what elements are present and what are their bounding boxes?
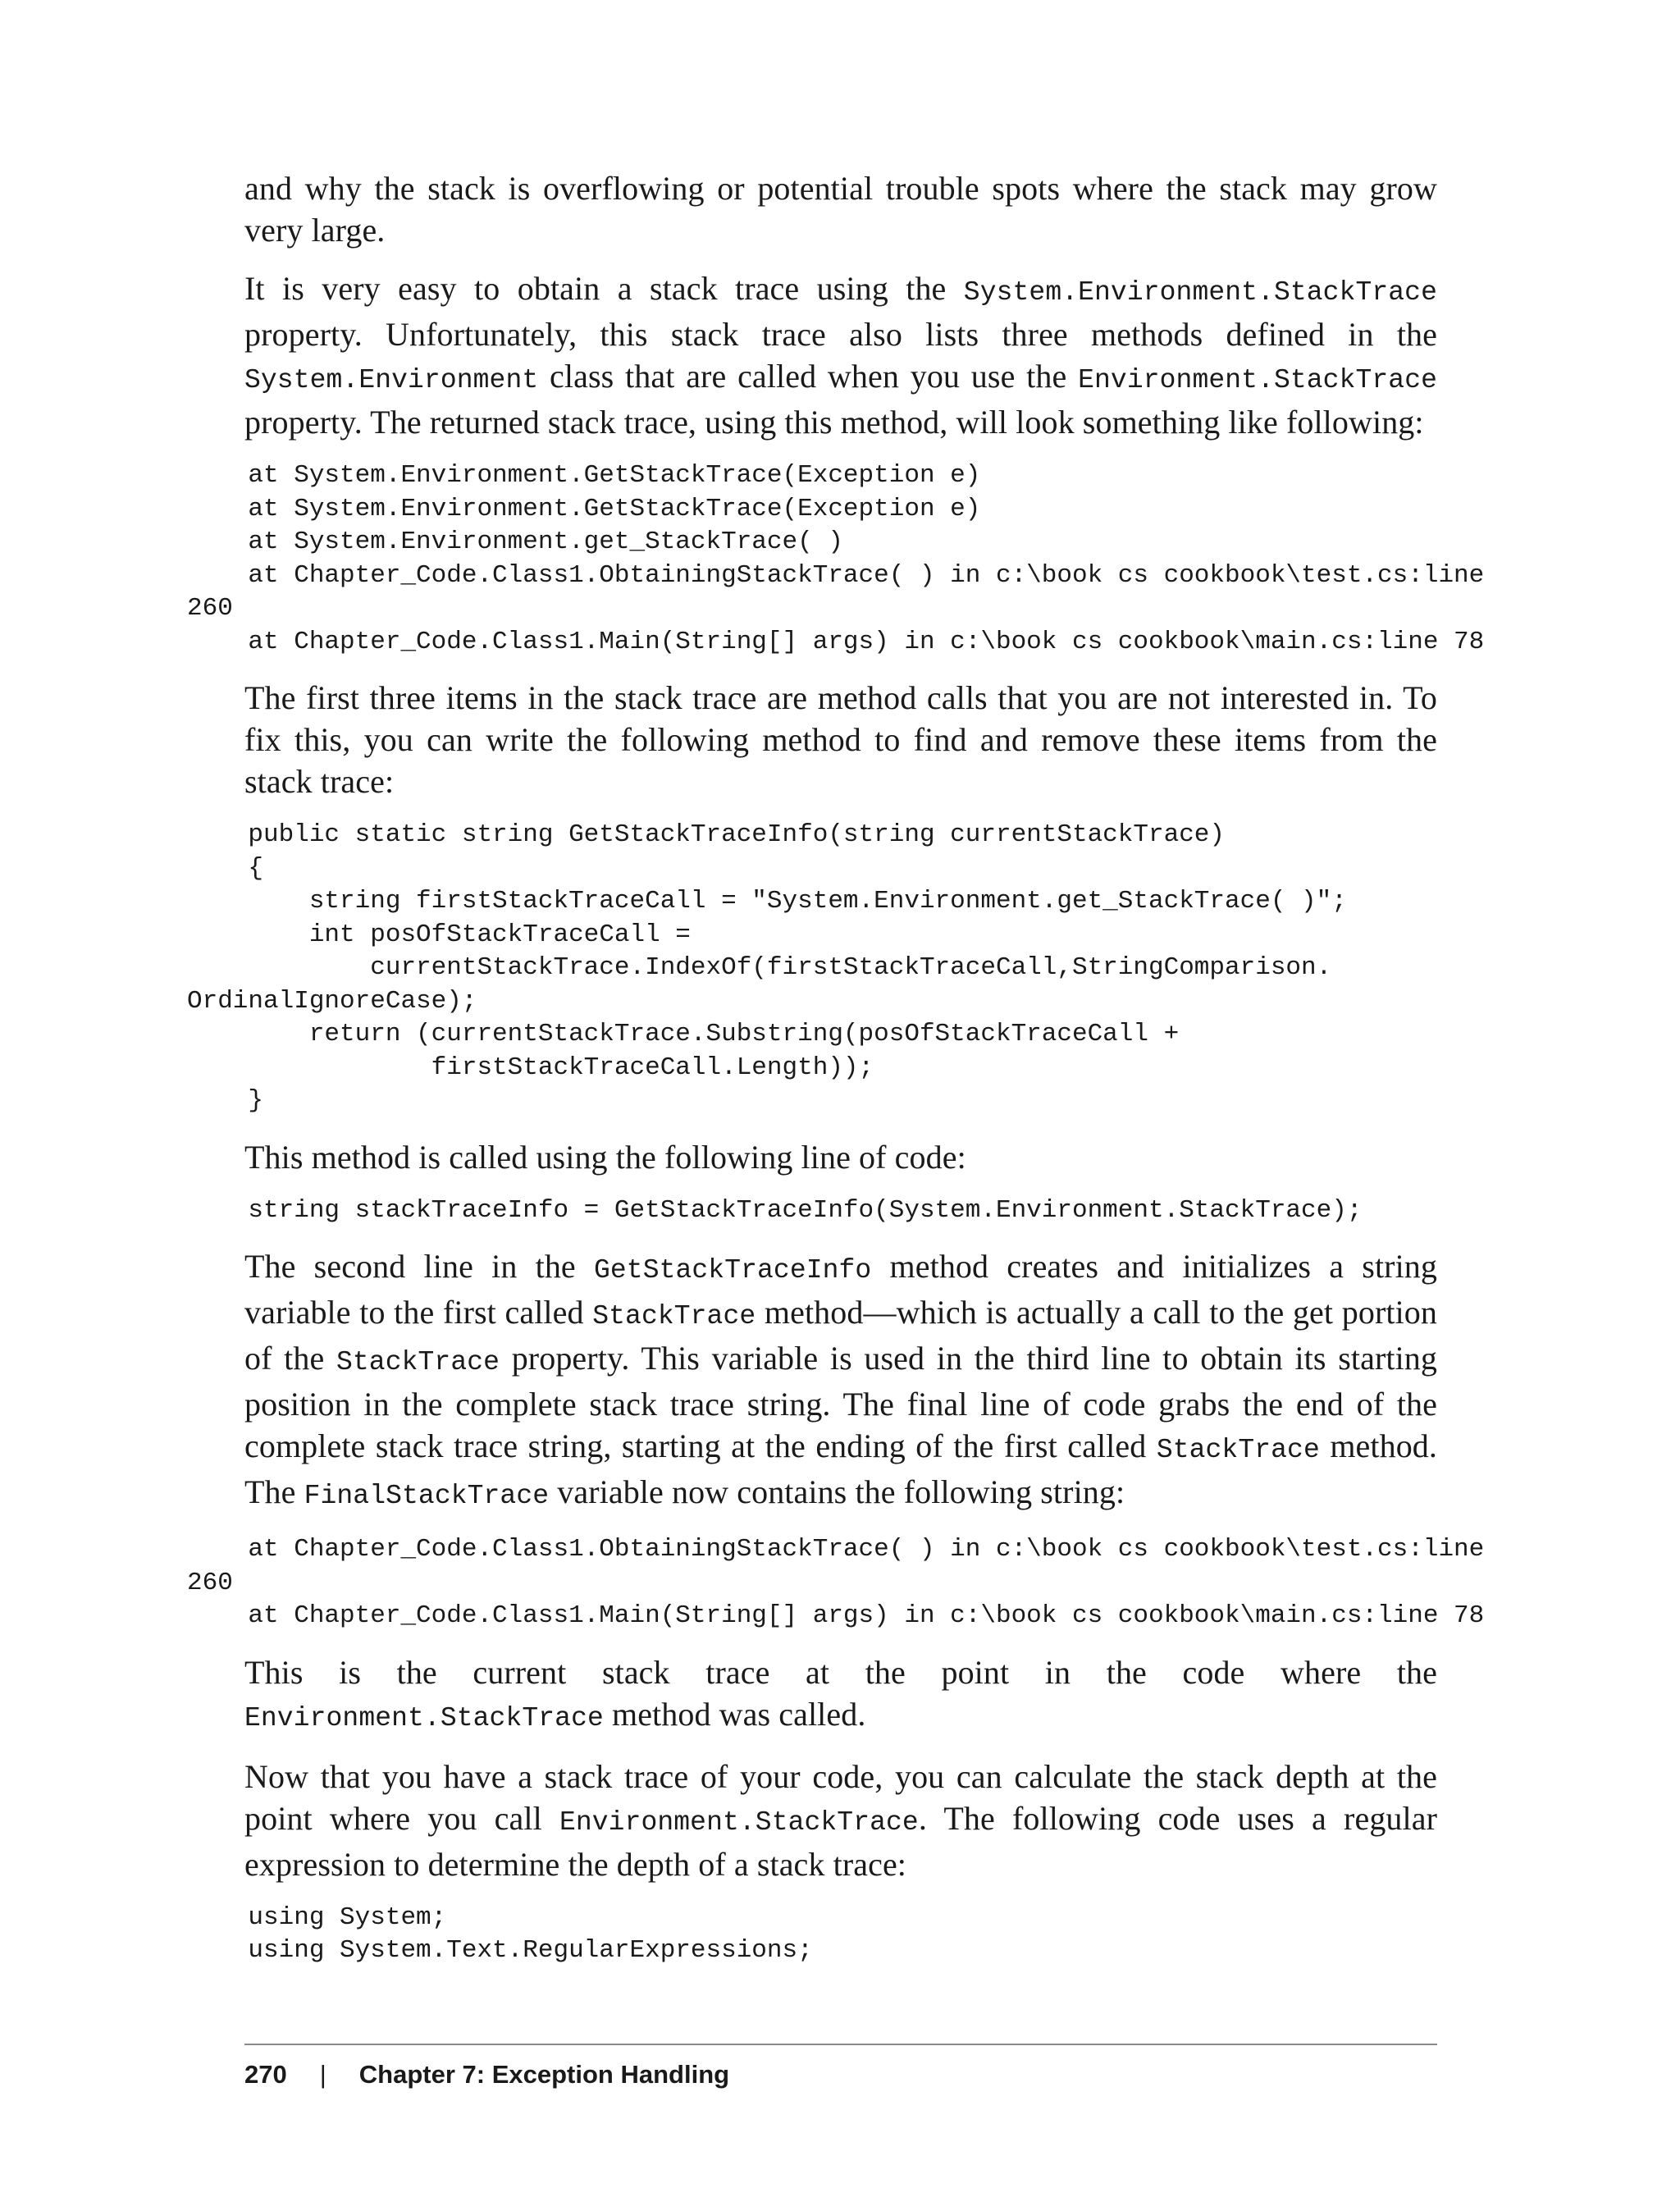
inline-code: System.Environment [244, 365, 539, 395]
code-block-final-trace: at Chapter_Code.Class1.ObtainingStackTrace( ) in c:\book cs cookbook\test.cs:line 260 at Chapter_Code.Class1.Main(String[] args) in c:\book cs cookbook\main.cs:line 78 [187, 1535, 1485, 1630]
code-block-stack-trace: at System.Environment.GetStackTrace(Exception e) at System.Environment.GetStackTrace(Exception e) at System.Environment.get_StackTrace( ) at Chapter_Code.Class1.ObtainingStackTrace( ) in c:\book cs cookbook\test.cs:line 260 at Chapter_Code.Class1.Main(String[] args) in c:\book cs cookbook\main.cs:line 78 [187, 461, 1485, 656]
inline-code: FinalStackTrace [304, 1481, 550, 1511]
code-block-using: using System; using System.Text.RegularExpressions; [248, 1902, 813, 1965]
page-footer [244, 2044, 1437, 2090]
code-block-method: public static string GetStackTraceInfo(string currentStackTrace) { string firstStackTraceCall = "System.Environment.get_StackTrace( )"; int posOfStackTraceCall = currentStackTrace.IndexOf(firstStackTraceCall,StringComparison. OrdinalIgnoreCase); return (currentStackTrace.Substring(posOfStackTraceCall + firstStackTraceCall.Length)); } [187, 820, 1347, 1115]
code-block-call: string stackTraceInfo = GetStackTraceInfo(System.Environment.StackTrace); [187, 1195, 1363, 1225]
paragraph: This is the current stack trace at the point in the code where the Environment.StackTrace method was called. [244, 1653, 1437, 1733]
paragraph: and why the stack is overflowing or potential trouble spots where the stack may grow very large. [244, 170, 1437, 249]
paragraph: Now that you have a stack trace of your code, you can calculate the stack depth at the point where you call Environment.StackTrace. The following code uses a regular expression to determine the depth of a stack trace: [244, 1757, 1438, 1883]
inline-code: GetStackTraceInfo [593, 1255, 872, 1286]
footer-separator: | [319, 2060, 326, 2089]
page-number: 270 [244, 2060, 287, 2089]
page-body [187, 167, 1485, 1986]
chapter-title: Chapter 7: Exception Handling [358, 2060, 730, 2089]
paragraph: It is very easy to obtain a stack trace using the System.Environment.StackTrace property. Unfortunately, this stack trace also lists three methods defined in the System.Environment class that are called when you use the Environment.StackTrace property. The returned stack trace, using this method, will look something like following: [244, 270, 1437, 441]
inline-code: Environment.StackTrace [559, 1806, 919, 1838]
paragraph: This method is called using the following line of code: [244, 1138, 966, 1176]
inline-code: StackTrace [336, 1347, 500, 1377]
inline-code: System.Environment.StackTrace [963, 277, 1437, 308]
paragraph: The first three items in the stack trace are method calls that you are not interested in. To fix this, you can write the following method to find and remove these items from the stack trace: [244, 679, 1437, 800]
inline-code: Environment.StackTrace [1078, 365, 1437, 395]
paragraph: The second line in the GetStackTraceInfo method creates and initializes a string variable to the first called StackTrace method—which is actually a call to the get portion of the StackTrace property. This variable is used in the third line to obtain its starting position in the complete stack trace string. The final line of code grabs the end of the complete stack trace string, starting at the ending of the first called StackTrace method. The FinalStackTrace variable now contains the following string: [244, 1248, 1438, 1511]
inline-code: Environment.StackTrace [244, 1702, 604, 1733]
inline-code: StackTrace [592, 1301, 756, 1331]
inline-code: StackTrace [1156, 1435, 1320, 1465]
